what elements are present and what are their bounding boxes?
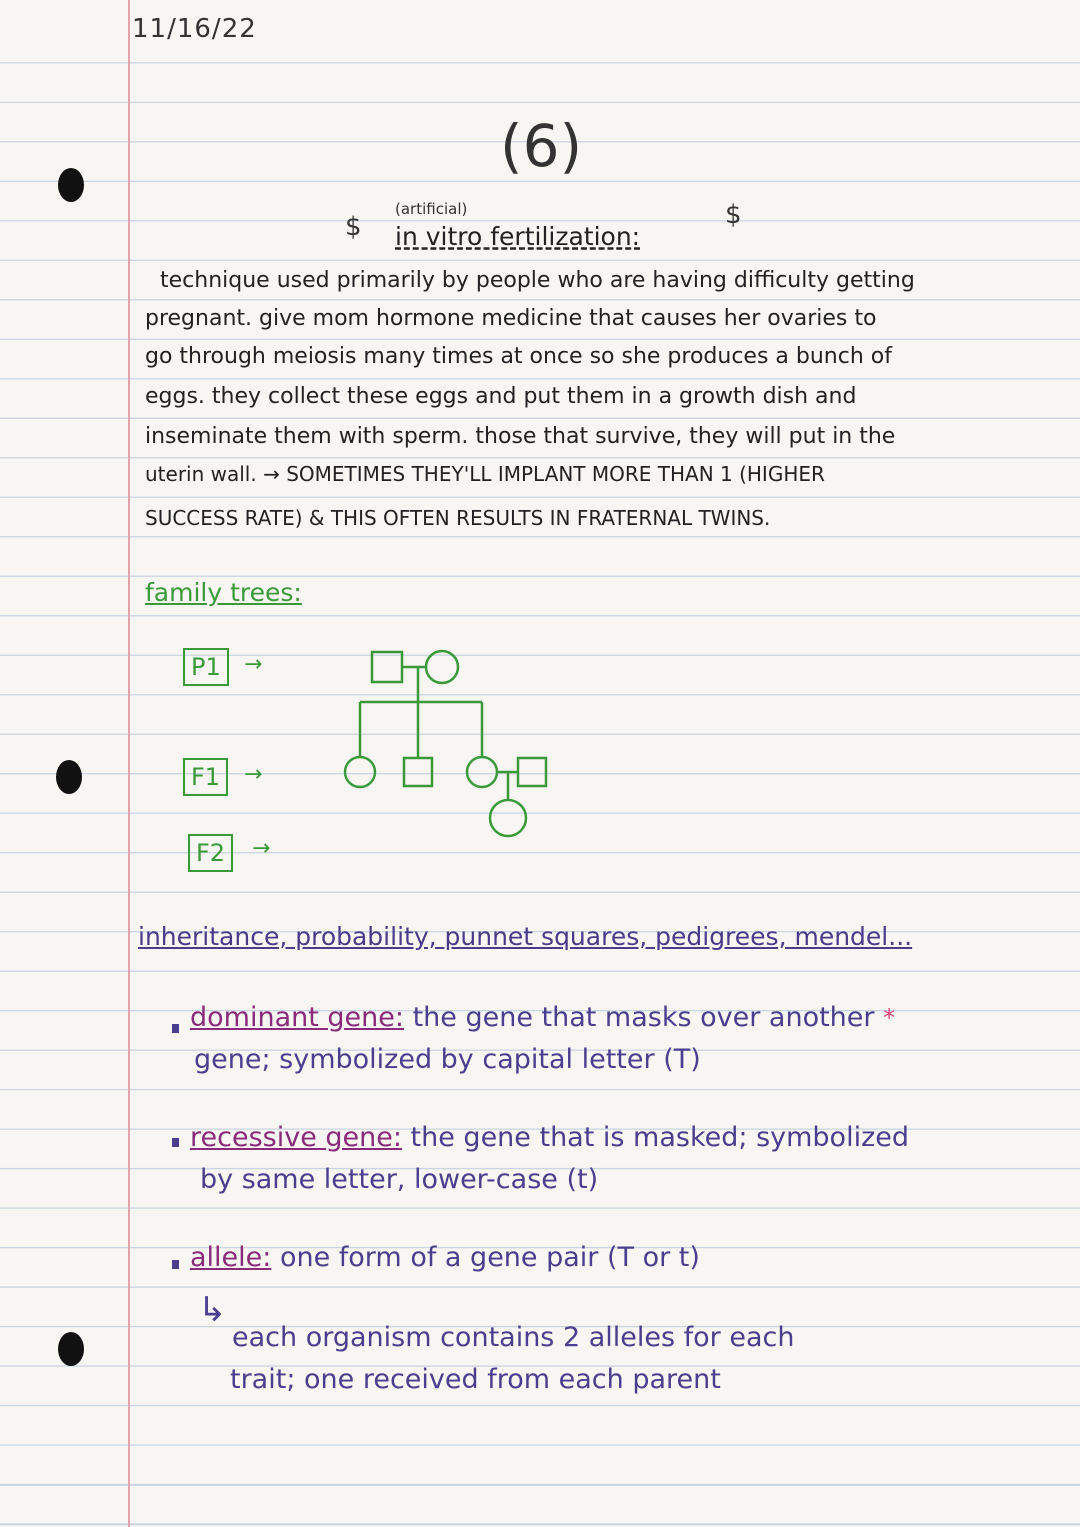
page-number: (6)	[500, 112, 583, 180]
punch-hole	[56, 760, 82, 794]
definition-term: recessive gene:	[190, 1122, 402, 1153]
definition-text: the gene that is masked; symbolized	[401, 1122, 909, 1153]
ivf-line: pregnant. give mom hormone medicine that causes her ovaries to	[145, 306, 877, 331]
pedigree-male-f1	[404, 758, 432, 786]
definition-line	[190, 1242, 700, 1273]
bullet-icon	[172, 1138, 179, 1147]
bullet-icon	[172, 1024, 179, 1033]
ivf-line: technique used primarily by people who are having difficulty getting	[160, 268, 915, 293]
pedigree-female-p1	[426, 651, 458, 683]
pedigree-diagram	[330, 640, 590, 870]
pedigree-female-f1	[467, 757, 497, 787]
margin-line	[128, 0, 130, 1527]
ivf-line: eggs. they collect these eggs and put them in a growth dish and	[145, 384, 857, 409]
ivf-line: uterin wall. → SOMETIMES THEY'LL IMPLANT MORE THAN 1 (HIGHER	[145, 462, 825, 486]
generation-label-f2: F2	[188, 834, 233, 872]
definition-text: the gene that masks over another	[403, 1002, 875, 1033]
generation-label-f1: F1	[183, 758, 228, 796]
ivf-heading: in vitro fertilization:	[395, 222, 641, 251]
topics-heading: inheritance, probability, punnet squares, pedigrees, mendel...	[138, 922, 913, 951]
pedigree-male-f1-spouse	[518, 758, 546, 786]
arrow-icon: →	[244, 762, 263, 787]
bullet-icon	[172, 1260, 179, 1269]
arrow-icon: →	[252, 836, 271, 861]
date: 11/16/22	[132, 14, 257, 44]
hook-arrow-icon: ↳	[198, 1290, 227, 1330]
punch-hole	[58, 168, 84, 202]
pedigree-male-p1	[372, 652, 402, 682]
star-icon: *	[883, 1004, 896, 1032]
punch-hole	[58, 1332, 84, 1366]
ivf-line: inseminate them with sperm. those that survive, they will put in the	[145, 424, 896, 449]
dollar-symbol: $	[725, 200, 742, 230]
allele-note-line: trait; one received from each parent	[230, 1364, 721, 1395]
arrow-icon: →	[244, 652, 263, 677]
ivf-line: SUCCESS RATE) & THIS OFTEN RESULTS IN FRATERNAL TWINS.	[145, 506, 771, 530]
family-trees-heading: family trees:	[145, 578, 302, 607]
definition-text: by same letter, lower-case (t)	[200, 1164, 599, 1195]
definition-term: dominant gene:	[190, 1002, 404, 1033]
definition-line	[190, 1122, 909, 1153]
definition-text: gene; symbolized by capital letter (T)	[194, 1044, 701, 1075]
pedigree-female-f2	[490, 800, 526, 836]
definition-text: one form of a gene pair (T or t)	[271, 1242, 700, 1273]
pedigree-female-f1	[345, 757, 375, 787]
ivf-note: (artificial)	[395, 200, 468, 218]
definition-line	[190, 1002, 895, 1033]
ivf-line: go through meiosis many times at once so she produces a bunch of	[145, 344, 892, 369]
generation-label-p1: P1	[183, 648, 229, 686]
allele-note-line: each organism contains 2 alleles for each	[232, 1322, 795, 1353]
dollar-symbol: $	[345, 212, 362, 242]
definition-term: allele:	[190, 1242, 272, 1273]
